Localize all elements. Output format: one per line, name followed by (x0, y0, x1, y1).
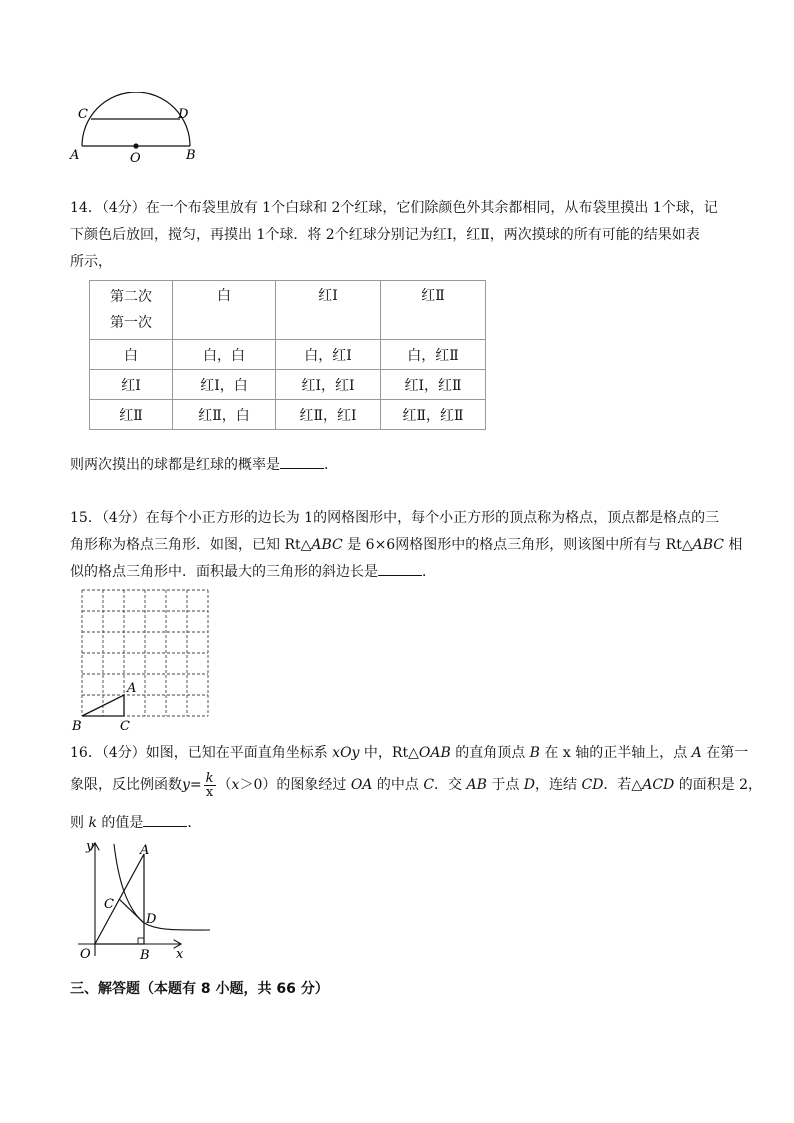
question-14 (70, 195, 724, 276)
label-A: A (140, 843, 150, 858)
label-D: D (146, 912, 157, 927)
label-y: y (86, 839, 94, 854)
grid-figure (70, 586, 216, 734)
semicircle-figure (66, 92, 206, 164)
q14-line2: 下颜色后放回，搅匀，再摸出 1个球．将 2个红球分别记为红Ⅰ，红Ⅱ，两次摸球的所有可能的结果如表 (70, 227, 700, 243)
q14-line1: 14．（4分）在一个布袋里放有 1个白球和 2个红球，它们除颜色外其余都相同，从布袋里摸出 1个球，记 (70, 200, 718, 216)
col-header: 红Ⅰ (276, 281, 381, 340)
fraction-k-over-x: $\frac{k}{x}$ (205, 770, 214, 800)
q16-line3: 则 k 的值是 ． (70, 810, 724, 837)
table-corner: 第二次 第一次 (90, 281, 173, 340)
q15-line3: 似的格点三角形中．面积最大的三角形的斜边长是 ． (70, 559, 724, 586)
question-16 (70, 740, 749, 767)
col-header: 白 (173, 281, 276, 340)
col-header: 红Ⅱ (381, 281, 486, 340)
table-row: 红Ⅰ 红Ⅰ，白 红Ⅰ，红Ⅰ 红Ⅰ，红Ⅱ (90, 370, 486, 400)
label-B: B (186, 148, 196, 163)
coordinate-figure (68, 838, 218, 968)
label-B: B (72, 719, 82, 734)
label-A: A (70, 148, 80, 163)
answer-blank (378, 561, 422, 576)
q15-line2: 角形称为格点三角形．如图，已知 Rt△ABC 是 6×6网格图形中的格点三角形，则该图中所有与 Rt△ABC 相 (70, 537, 743, 553)
label-D: D (178, 107, 189, 122)
label-x: x (176, 947, 184, 962)
label-C: C (120, 719, 130, 734)
q14-line3: 所示， (70, 254, 112, 270)
q16-line2: 象限，反比例函数y= $\frac{k}{x}$ （x＞0）的图象经过 OA 的中点 C．交 AB 于点 D，连结 CD．若△ACD 的面积是 2， (70, 770, 763, 800)
table-row: 白 白，白 白，红Ⅰ 白，红Ⅱ (90, 340, 486, 370)
answer-blank (143, 812, 187, 827)
label-O: O (80, 947, 91, 962)
q14-question: 则两次摸出的球都是红球的概率是 ． (70, 452, 724, 479)
q16-line1: 16．（4分）如图，已知在平面直角坐标系 xOy 中，Rt△OAB 的直角顶点 B 在 x 轴的正半轴上，点 A 在第一 (70, 745, 749, 761)
outcome-table (89, 280, 486, 430)
section-3-heading: 三、解答题（本题有 8 小题，共 66 分） (70, 981, 329, 997)
answer-blank (280, 454, 324, 469)
question-15 (70, 505, 743, 586)
q15-line1: 15．（4分）在每个小正方形的边长为 1的网格图形中，每个小正方形的顶点称为格点，顶点都是格点的三 (70, 510, 720, 526)
label-C: C (78, 107, 88, 122)
label-C: C (104, 897, 114, 912)
label-A: A (127, 681, 137, 696)
label-O: O (130, 151, 141, 164)
table-row: 红Ⅱ 红Ⅱ，白 红Ⅱ，红Ⅰ 红Ⅱ，红Ⅱ (90, 400, 486, 430)
label-B: B (140, 948, 150, 963)
